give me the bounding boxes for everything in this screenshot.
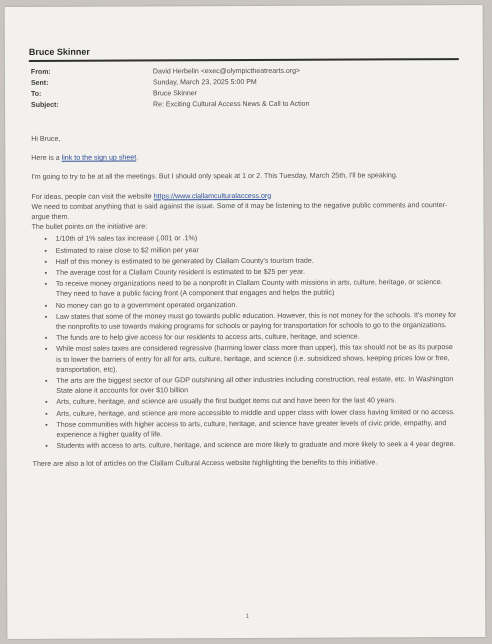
list-item: • Arts, culture, heritage, and science are usually the first budget items cut and have been for the last 40 years. [56,396,458,408]
list-item: • While most sales taxes are considered regressive (harming lower class more than upper), this tax should not be as its purpose is to lower the barriers of entry for all for arts, culture, heritage, and science (i.e. subsidized shows, keeping prices low or free, transportation, etc). [56,343,458,375]
email-header [31,65,451,111]
header-label: Subject: [31,101,59,109]
page-number: 1 [245,612,250,621]
header-row-subject [31,98,451,111]
list-item: • Students with access to arts, culture, heritage, and science are more likely to graduate and more likely to seek a 4 year degree. [57,439,459,451]
ideas-prefix: For ideas, people can visit the website [31,192,154,201]
list-item: • The arts are the biggest sector of our GDP outshining all other industries including construction, real estate, etc. In Washington State alone it accounts for over $10 billion [56,374,458,396]
header-value: Bruce Skinner [152,90,197,98]
website-link[interactable]: https://www.clallamculturalaccess.org [153,191,272,201]
list-item: • No money can go to a government operated organization. [56,299,458,311]
header-value: Re: Exciting Cultural Access News & Call to Action [153,100,310,109]
header-rule [29,58,459,62]
header-label: From: [30,68,51,76]
email-body [31,132,458,479]
meetings-paragraph: I'm going to try to be at all the meetings. But I should only speak at 1 or 2. This Tuesday, March 25th, I'll be speaking. [31,171,398,182]
list-item: • The funds are to help give access for our residents to access arts, culture, heritage, and science. [56,331,458,343]
list-item: • The average cost for a Clallam County resident is estimated to be $25 per year. [56,266,458,278]
signup-prefix: Here is a [31,154,62,163]
header-label: Sent: [30,79,49,87]
list-item: • 1/10th of 1% sales tax increase (.001 or .1%) [56,232,458,244]
greeting: Hi Bruce, [31,134,61,143]
list-item: • Law states that some of the money must go towards public education. However, this is not money for the schools. It's money for the nonprofits to use towards making programs for schools or paying for transportation for schools to go to the organizations. [56,310,458,332]
header-value: Sunday, March 23, 2025 5:00 PM [152,78,257,87]
bullets-intro: The bullet points on the initiative are: [31,222,148,232]
list-item: • To receive money organizations need to be a nonprofit in Clallam County with missions in arts, culture, heritage, or science. They need to have a public facing front (A component that engages and helps the public) [56,277,458,299]
signup-sheet-link[interactable]: link to the sign up sheet [61,153,137,163]
list-item: • Arts, culture, heritage, and science are more accessible to middle and upper class with lower class having limited or no access. [56,407,458,419]
document-page [5,5,486,639]
signup-suffix: . [136,153,139,162]
signup-paragraph [31,151,457,163]
list-item: • Those communities with higher access to arts, culture, heritage, and science have greater levels of civic pride, empathy, and experience a higher quality of life. [56,418,458,440]
combat-paragraph: We need to combat anything that is said against the issue. Some of it may be listening to the negative public comments and counter-argue them. [31,200,448,221]
header-value: David Herbelin <exec@olympictheatrearts.org> [152,67,301,76]
sender-name: Bruce Skinner [28,46,90,57]
header-label: To: [30,90,42,98]
list-item: • Estimated to raise close to $2 million per year [56,244,458,256]
initiative-bullet-list [32,232,459,451]
closing-paragraph: There are also a lot of articles on the Clallam Cultural Access website highlighting the benefits to this initiative. [32,458,378,469]
list-item: • Half of this money is estimated to be generated by Clallam County's tourism trade. [56,255,458,267]
